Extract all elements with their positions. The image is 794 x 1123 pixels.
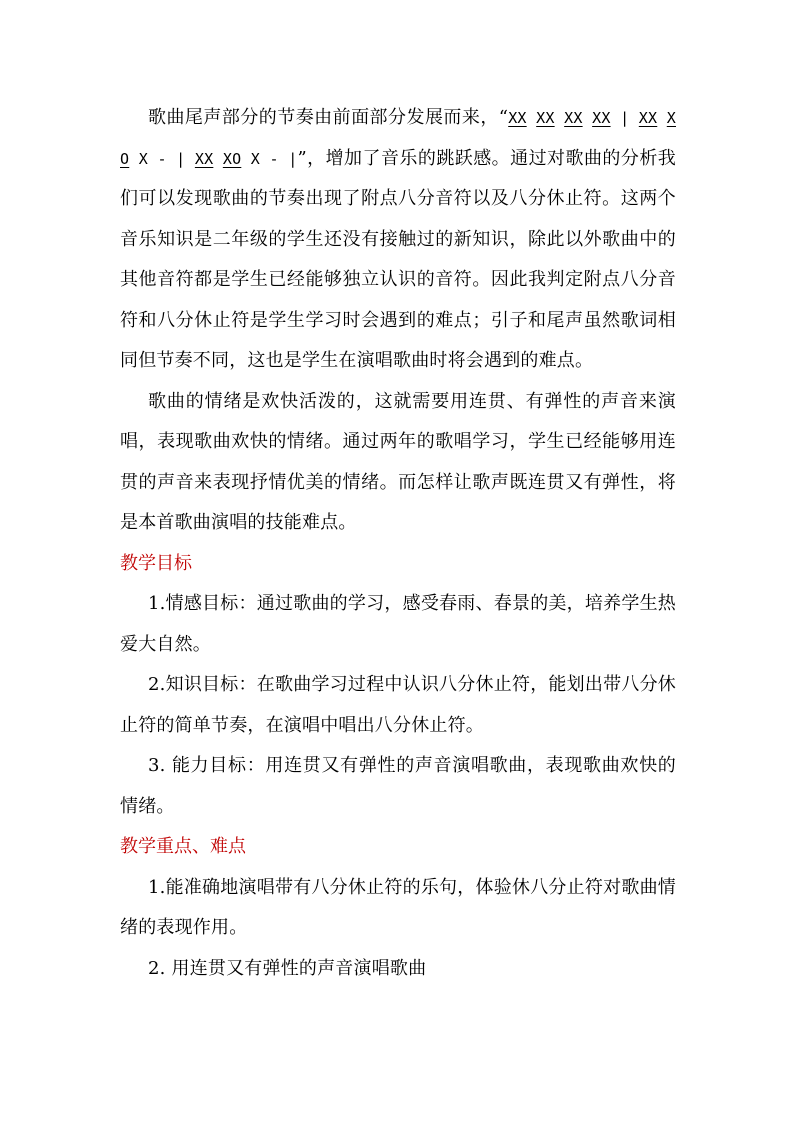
rhythm-separator: | (610, 109, 639, 127)
rhythm-separator (555, 109, 565, 127)
rhythm-separator (213, 150, 223, 168)
keypoint-item-2: 2. 用连贯又有弹性的声音演唱歌曲 (148, 957, 427, 979)
section-heading-keypoints: 教学重点、难点 (120, 836, 246, 857)
rhythm-separator: X - | (129, 149, 195, 168)
keypoint-item-1: 1.能准确地演唱带有八分休止符的乐句，体验休八分止符对歌曲情绪的表现作用。 (120, 876, 676, 938)
rhythm-beat-group: XX (194, 149, 214, 168)
intro-paragraph (120, 98, 676, 382)
section-heading-goals: 教学目标 (120, 552, 192, 574)
rhythm-beat-group: XX (592, 109, 611, 127)
rhythm-beat-group: XX (564, 109, 583, 127)
goal-item-emotion: 1.情感目标：通过歌曲的学习，感受春雨、春景的美，培养学生热爱大自然。 (120, 593, 676, 655)
rhythm-separator (583, 109, 593, 127)
intro-prefix: 歌曲尾声部分的节奏由前面部分发展而来，“ (148, 107, 509, 128)
rhythm-beat-group: XX (638, 109, 658, 127)
rhythm-separator (527, 109, 537, 127)
rhythm-beat-group: XX (508, 109, 527, 127)
rhythm-separator (657, 109, 667, 127)
rhythm-separator: X - | (241, 149, 298, 168)
intro-suffix: ”，增加了音乐的跳跃感。通过对歌曲的分析我们可以发现歌曲的节奏出现了附点八分音符以及八分休止符。这两个音乐知识是二年级的学生还没有接触过的新知识，除此以外歌曲中的其他音符都是学生已经能够独立认识的音符。因此我判定附点八分音符和八分休止符是学生学习时会遇到的难点；引子和尾声虽然歌词相同但节奏不同，这也是学生在演唱歌曲时将会遇到的难点。 (120, 147, 676, 371)
rhythm-beat-group: XX (536, 109, 555, 127)
emotion-paragraph: 歌曲的情绪是欢快活泼的，这就需要用连贯、有弹性的声音来演唱，表现歌曲欢快的情绪。通过两年的歌唱学习，学生已经能够用连贯的声音来表现抒情优美的情绪。而怎样让歌声既连贯又有弹性，将是本首歌曲演唱的技能难点。 (120, 390, 676, 533)
rhythm-beat-group: XO (120, 109, 676, 168)
document-body (120, 98, 676, 989)
goal-item-knowledge: 2.知识目标：在歌曲学习过程中认识八分休止符，能划出带八分休止符的简单节奏，在演唱中唱出八分休止符。 (120, 674, 676, 736)
rhythm-beat-group: XO (222, 149, 242, 168)
goal-item-ability: 3. 能力目标：用连贯又有弹性的声音演唱歌曲，表现歌曲欢快的情绪。 (120, 755, 676, 817)
